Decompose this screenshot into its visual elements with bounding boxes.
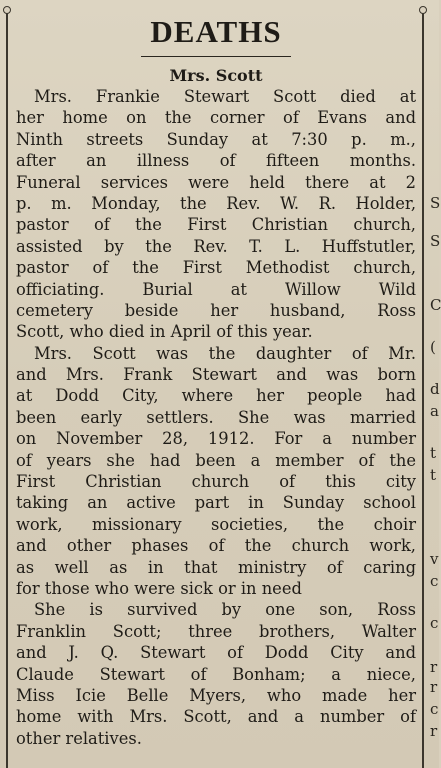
right-column-rule: [422, 8, 424, 768]
margin-letter: d: [430, 380, 440, 398]
margin-letter: c: [430, 572, 439, 590]
margin-letter: S: [430, 232, 441, 250]
section-heading: DEATHS: [150, 14, 282, 49]
text-line: on November 28, 1912. For a number: [16, 429, 416, 449]
margin-letter: C: [430, 296, 441, 314]
paragraph-3: [16, 599, 416, 749]
margin-letter: r: [430, 722, 438, 740]
text-line: and other phases of the church work,: [16, 536, 416, 556]
margin-letter: r: [430, 678, 438, 696]
obituary-column: [16, 10, 416, 749]
margin-letter: (: [430, 338, 436, 356]
text-line: First Christian church of this city: [16, 472, 416, 492]
margin-letter: r: [430, 658, 438, 676]
margin-letter: a: [430, 402, 439, 420]
text-line: and J. Q. Stewart of Dodd City and: [16, 643, 416, 663]
text-line: Ninth streets Sunday at 7:30 p. m.,: [16, 129, 416, 149]
text-line: p. m. Monday, the Rev. W. R. Holder,: [16, 193, 416, 213]
text-line: pastor of the First Methodist church,: [16, 258, 416, 278]
text-line: Franklin Scott; three brothers, Walter: [16, 621, 416, 641]
text-line: other relatives.: [16, 728, 142, 748]
text-line: She is survived by one son, Ross: [34, 600, 416, 620]
paragraph-2: [16, 343, 416, 600]
text-line: Claude Stewart of Bonham; a niece,: [16, 664, 416, 684]
text-line: taking an active part in Sunday school: [16, 493, 416, 513]
text-line: assisted by the Rev. T. L. Huffstutler,: [16, 236, 416, 256]
margin-letter: S: [430, 194, 441, 212]
right-rule-ornament: [419, 6, 427, 14]
text-line: after an illness of fifteen months.: [16, 151, 416, 171]
left-column-rule: [6, 8, 8, 768]
text-line: Scott, who died in April of this year.: [16, 322, 313, 342]
text-line: of years she had been a member of the: [16, 450, 416, 470]
text-line: for those who were sick or in need: [16, 578, 302, 598]
text-line: Mrs. Scott was the daughter of Mr.: [34, 343, 416, 363]
left-rule-ornament: [3, 6, 11, 14]
heading-divider: [141, 56, 291, 57]
text-line: her home on the corner of Evans and: [16, 108, 416, 128]
text-line: pastor of the First Christian church,: [16, 215, 416, 235]
margin-letter: t: [430, 444, 437, 462]
text-line: been early settlers. She was married: [16, 407, 416, 427]
text-line: Mrs. Frankie Stewart Scott died at: [34, 87, 416, 106]
margin-letter: c: [430, 700, 439, 718]
paragraph-1: [16, 86, 416, 343]
text-line: work, missionary societies, the choir: [16, 514, 416, 534]
obituary-name: Mrs. Scott: [169, 66, 263, 85]
text-line: officiating. Burial at Willow Wild: [16, 279, 416, 299]
margin-letter: c: [430, 614, 439, 632]
text-line: as well as in that ministry of caring: [16, 557, 416, 577]
text-line: home with Mrs. Scott, and a number of: [16, 707, 416, 727]
text-line: and Mrs. Frank Stewart and was born: [16, 365, 416, 385]
text-line: Miss Icie Belle Myers, who made her: [16, 685, 416, 705]
text-line: cemetery beside her husband, Ross: [16, 300, 416, 320]
margin-letter: t: [430, 466, 437, 484]
margin-letter: v: [430, 550, 439, 568]
text-line: at Dodd City, where her people had: [16, 386, 416, 406]
text-line: Funeral services were held there at 2: [16, 172, 416, 192]
adjacent-column-fragment: [428, 0, 439, 768]
